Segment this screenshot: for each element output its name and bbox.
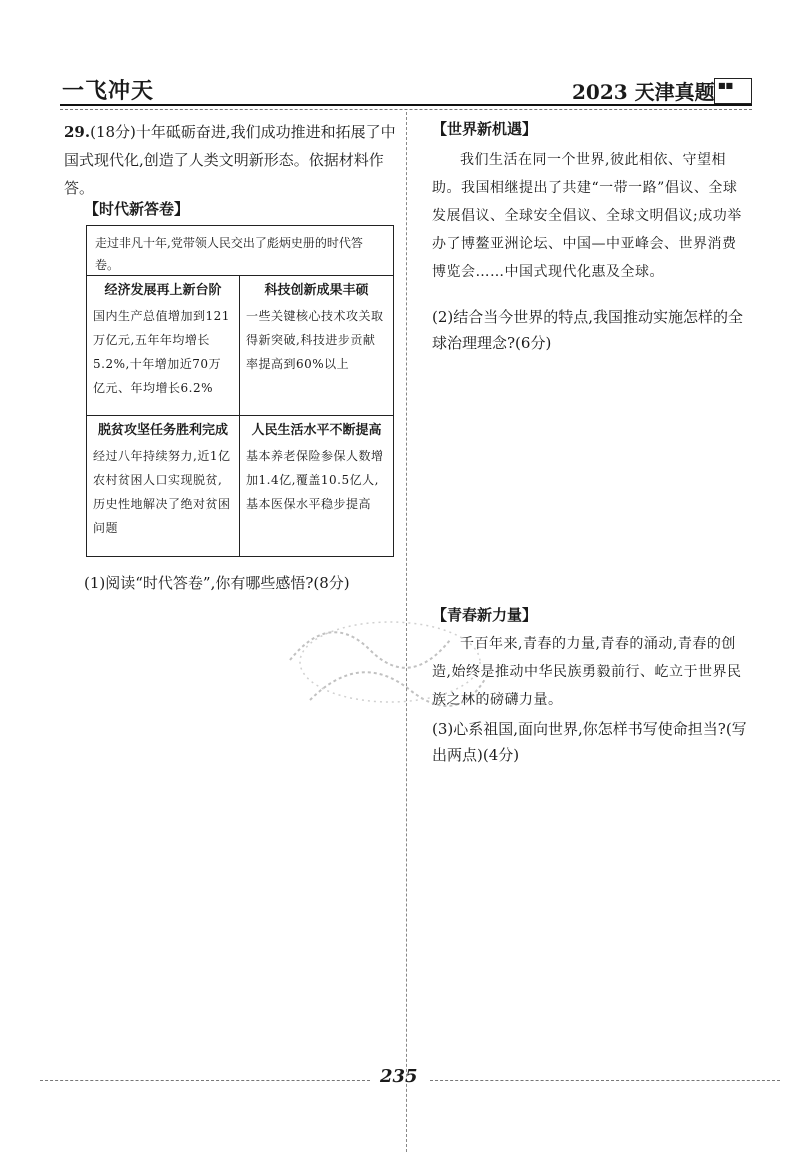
material-cell-title: 人民生活水平不断提高 [251,423,382,438]
material-cell-technology [240,276,393,416]
question-stem-text: (18分)十年砥砺奋进,我们成功推进和拓展了中国式现代化,创造了人类文明新形态。依据材料作答。 [64,123,396,197]
header-rule-dashed [60,109,752,110]
material-cell-livelihood [240,416,393,556]
section2-label: 【世界新机遇】 [432,120,538,138]
material-cell-economy [87,276,240,416]
material-cell-title: 科技创新成果丰硕 [264,283,369,298]
material-cell-text: 国内生产总值增加到121万亿元,五年年均增长5.2%,十年增加近70万亿元、年均增长6.2% [93,309,230,395]
header-rule [60,104,752,106]
sub-question-2: (2)结合当今世界的特点,我国推动实施怎样的全球治理理念?(6分) [432,308,744,352]
section2-text: 我们生活在同一个世界,彼此相依、守望相助。我国相继提出了共建“一带一路”倡议、全球发展倡议、全球安全倡议、全球文明倡议;成功举办了博鳌亚洲论坛、中国—中亚峰会、世界消费博览会……中国式现代化惠及全球。 [432,152,742,280]
material-intro: 走过非凡十年,党带领人民交出了彪炳史册的时代答卷。 [87,226,393,276]
header-stamp-icon: ■■ [714,78,752,104]
material-cell-poverty [87,416,240,556]
question-stem [64,118,404,202]
watermark-logo-icon [270,590,510,730]
material-cell-title: 脱贫攻坚任务胜利完成 [97,423,228,438]
footer-rule-right [430,1080,780,1081]
material-cell-text: 基本养老保险参保人数增加1.4亿,覆盖10.5亿人,基本医保水平稳步提高 [246,449,384,511]
footer-rule-left [40,1080,370,1081]
section1-label: 【时代新答卷】 [84,200,190,218]
page-number: 235 [380,1066,418,1087]
material-cell-title: 经济发展再上新台阶 [104,283,222,298]
sub-question-1: (1)阅读“时代答卷”,你有哪些感悟?(8分) [84,574,350,592]
section3-text: 千百年来,青春的力量,青春的涌动,青春的创造,始终是推动中华民族勇毅前行、屹立于世界民族之林的磅礴力量。 [432,636,742,708]
page-header-title: 2023 天津真题 [572,80,715,104]
material-table [86,225,394,557]
section3-label: 【青春新力量】 [432,606,538,624]
material-cell-text: 经过八年持续努力,近1亿农村贫困人口实现脱贫,历史性地解决了绝对贫困问题 [93,449,231,535]
material-grid [87,276,393,556]
material-cell-text: 一些关键核心技术攻关取得新突破,科技进步贡献率提高到60%以上 [246,309,384,371]
question-number: 29. [64,123,91,141]
sub-question-3: (3)心系祖国,面向世界,你怎样书写使命担当?(写出两点)(4分) [432,720,747,764]
brand-logo: 一飞冲天 [62,79,155,104]
